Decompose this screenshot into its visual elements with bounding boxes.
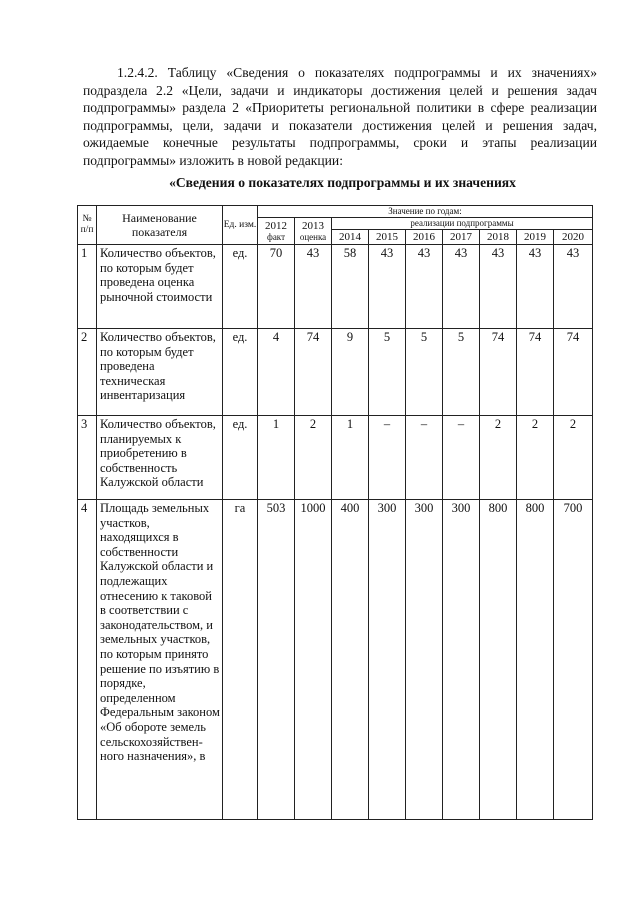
indicator-name: Количество объектов, по которым будет проведена техническая инвентаризация <box>97 329 223 416</box>
header-year-2012-note: факт <box>266 231 285 242</box>
indicator-value: 9 <box>332 329 369 416</box>
table-row <box>78 500 593 820</box>
header-year-2020: 2020 <box>554 230 593 245</box>
table-row <box>78 416 593 500</box>
header-year-2013-label: 2013 <box>302 219 324 232</box>
table-row <box>78 245 593 329</box>
amendment-paragraph: 1.2.4.2. Таблицу «Сведения о показателях подпрограммы и их значениях» подраздела 2.2 «Цели, задачи и индикаторы достижения целей и решения задач подпрограммы» раздела 2 «Приоритеты региональной политики в сфере реализации подпрограммы, цели, задачи и показатели достижения целей и решения задач, ожидаемые конечные результаты подпрограммы, сроки и этапы реализации подпрограммы» изложить в новой редакции: <box>83 65 597 168</box>
indicator-value: 43 <box>369 245 406 329</box>
row-number: 1 <box>78 245 97 329</box>
table-title: «Сведения о показателях подпрограммы и их значениях <box>169 175 516 190</box>
indicator-unit: ед. <box>223 416 258 500</box>
indicator-value: 5 <box>369 329 406 416</box>
indicator-value: 58 <box>332 245 369 329</box>
header-year-2013-note: оценка <box>299 231 327 242</box>
indicator-unit: ед. <box>223 329 258 416</box>
indicator-value: 1 <box>258 416 295 500</box>
indicator-value: 70 <box>258 245 295 329</box>
indicator-value: 2 <box>480 416 517 500</box>
header-implementation-group: реализации подпрограммы <box>332 218 593 230</box>
indicator-value: 43 <box>443 245 480 329</box>
header-year-2012-label: 2012 <box>265 219 287 232</box>
indicator-value: 800 <box>517 500 554 820</box>
indicator-value: 700 <box>554 500 593 820</box>
indicator-value: 74 <box>295 329 332 416</box>
header-values-group: Значение по годам: <box>258 206 593 218</box>
indicator-name: Количество объектов, планируемых к приобретению в собственность Калужской области <box>97 416 223 500</box>
indicator-value: 5 <box>443 329 480 416</box>
header-num: № п/п <box>78 206 97 245</box>
indicator-value: 74 <box>554 329 593 416</box>
indicator-value: 1 <box>332 416 369 500</box>
indicator-value: 43 <box>517 245 554 329</box>
indicator-value: 1000 <box>295 500 332 820</box>
indicator-value: 5 <box>406 329 443 416</box>
indicator-value: – <box>443 416 480 500</box>
row-number: 2 <box>78 329 97 416</box>
indicator-value: – <box>369 416 406 500</box>
indicator-value: 300 <box>443 500 480 820</box>
header-year-2012 <box>258 218 295 245</box>
indicator-value: 2 <box>554 416 593 500</box>
indicator-name: Площадь земельных участков, находящихся в собственности Калужской области и подлежащих отнесению к таковой в соответствии с законодательством, и земельных участков, по которым принято решение по изъятию в порядке, определенном Федеральным законом «Об обороте земель сельскохозяйствен-ного назначения», в <box>97 500 223 820</box>
indicator-value: 503 <box>258 500 295 820</box>
indicator-value: 4 <box>258 329 295 416</box>
header-year-2014: 2014 <box>332 230 369 245</box>
indicator-name: Количество объектов, по которым будет проведена оценка рыночной стоимости <box>97 245 223 329</box>
indicator-unit: ед. <box>223 245 258 329</box>
header-row-1 <box>78 206 593 218</box>
indicator-value: 400 <box>332 500 369 820</box>
header-year-2018: 2018 <box>480 230 517 245</box>
indicator-value: 300 <box>406 500 443 820</box>
header-name: Наименование показателя <box>97 206 223 245</box>
row-number: 3 <box>78 416 97 500</box>
indicators-table <box>77 205 593 820</box>
header-year-2015: 2015 <box>369 230 406 245</box>
indicator-value: 43 <box>295 245 332 329</box>
row-number: 4 <box>78 500 97 820</box>
indicator-value: 43 <box>554 245 593 329</box>
indicator-value: – <box>406 416 443 500</box>
indicator-value: 43 <box>480 245 517 329</box>
indicator-value: 74 <box>517 329 554 416</box>
indicator-value: 74 <box>480 329 517 416</box>
header-year-2016: 2016 <box>406 230 443 245</box>
header-unit: Ед. изм. <box>223 206 258 245</box>
indicator-unit: га <box>223 500 258 820</box>
header-year-2017: 2017 <box>443 230 480 245</box>
indicator-value: 800 <box>480 500 517 820</box>
header-year-2013 <box>295 218 332 245</box>
indicator-value: 43 <box>406 245 443 329</box>
table-row <box>78 329 593 416</box>
indicator-value: 2 <box>295 416 332 500</box>
indicator-value: 2 <box>517 416 554 500</box>
header-year-2019: 2019 <box>517 230 554 245</box>
indicator-value: 300 <box>369 500 406 820</box>
